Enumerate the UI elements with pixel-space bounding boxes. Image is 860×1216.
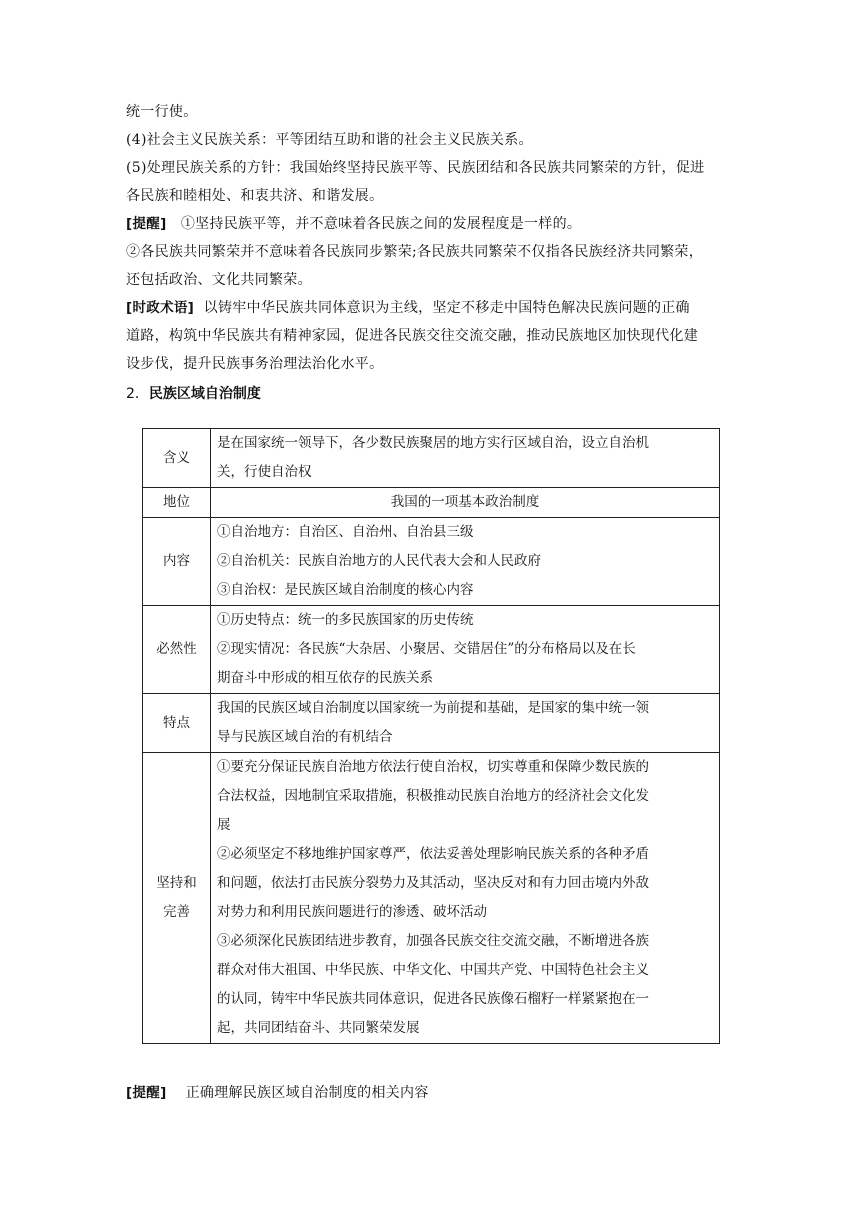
row-label: 内容 bbox=[143, 518, 211, 606]
tip-text: ①坚持民族平等，并不意味着各民族之间的发展程度是一样的。 bbox=[180, 216, 582, 232]
row-label: 含义 bbox=[143, 429, 211, 488]
cell-line: 我国的一项基本政治制度 bbox=[390, 494, 540, 510]
row-content bbox=[211, 518, 720, 606]
cell-line: 是在国家统一领导下，各少数民族聚居的地方实行区域自治，设立自治机 bbox=[217, 435, 649, 451]
paragraph-line: (5)处理民族关系的方针：我国始终坚持民族平等、民族团结和各民族共同繁荣的方针，促进 bbox=[126, 160, 705, 176]
paragraph-line: ②各民族共同繁荣并不意味着各民族同步繁荣;各民族共同繁荣不仅指各民族经济共同繁荣， bbox=[126, 244, 704, 260]
tip-paragraph-2 bbox=[126, 238, 736, 294]
row-label: 地位 bbox=[143, 488, 211, 518]
section-heading bbox=[126, 380, 736, 408]
label-line: 完善 bbox=[163, 904, 190, 920]
paragraph-line: 设步伐，提升民族事务治理法治化水平。 bbox=[126, 356, 384, 372]
cell-line: ③必须深化民族团结进步教育，加强各民族交往交流交融，不断增进各族 bbox=[217, 933, 649, 949]
cell-line: 展 bbox=[217, 817, 231, 833]
cell-line: 关，行使自治权 bbox=[217, 464, 312, 480]
cell-line: 我国的民族区域自治制度以国家统一为前提和基础，是国家的集中统一领 bbox=[217, 700, 649, 716]
row-label: 特点 bbox=[143, 694, 211, 753]
row-content bbox=[211, 753, 720, 1044]
cell-line: 期奋斗中形成的相互依存的民族关系 bbox=[217, 670, 433, 686]
paragraph-line: 道路，构筑中华民族共有精神家园，促进各民族交往交流交融，推动民族地区加快现代化建 bbox=[126, 328, 698, 344]
paragraph-line: 各民族和睦相处、和衷共济、和谐发展。 bbox=[126, 188, 384, 204]
term-tag: [时政术语] bbox=[126, 300, 195, 316]
section-title: 民族区域自治制度 bbox=[148, 386, 261, 402]
document-body bbox=[126, 98, 736, 408]
cell-line: ②现实情况：各民族“大杂居、小聚居、交错居住”的分布格局以及在长 bbox=[217, 641, 636, 657]
table-row bbox=[143, 518, 720, 606]
cell-line: 合法权益，因地制宜采取措施，积极推动民族自治地方的经济社会文化发 bbox=[217, 788, 649, 804]
cell-line: ①历史特点：统一的多民族国家的历史传统 bbox=[217, 612, 474, 628]
cell-line: ②自治机关：民族自治地方的人民代表大会和人民政府 bbox=[217, 553, 541, 569]
paragraph-policy bbox=[126, 154, 736, 210]
section-number: 2． bbox=[126, 386, 149, 402]
table-row bbox=[143, 694, 720, 753]
table-row bbox=[143, 753, 720, 1044]
paragraph-line: 还包括政治、文化共同繁荣。 bbox=[126, 272, 312, 288]
table-row bbox=[143, 488, 720, 518]
row-content bbox=[211, 488, 720, 518]
paragraph-ethnic-relations: (4)社会主义民族关系：平等团结互助和谐的社会主义民族关系。 bbox=[126, 132, 533, 148]
cell-line: ①要充分保证民族自治地方依法行使自治权，切实尊重和保障少数民族的 bbox=[217, 759, 649, 775]
row-content bbox=[211, 606, 720, 694]
table-row bbox=[143, 429, 720, 488]
cell-line: 导与民族区域自治的有机结合 bbox=[217, 729, 393, 745]
cell-line: 起，共同团结奋斗、共同繁荣发展 bbox=[217, 1020, 420, 1036]
row-content bbox=[211, 694, 720, 753]
cell-line: ①自治地方：自治区、自治州、自治县三级 bbox=[217, 524, 474, 540]
row-content bbox=[211, 429, 720, 488]
bottom-tip bbox=[126, 1079, 429, 1107]
label-line: 坚持和 bbox=[156, 875, 197, 891]
tip-tag: [提醒] bbox=[126, 1085, 167, 1101]
term-text: 以铸牢中华民族共同体意识为主线，坚定不移走中国特色解决民族问题的正确 bbox=[203, 300, 690, 316]
row-label bbox=[143, 753, 211, 1044]
tip-tag: [提醒] bbox=[126, 216, 167, 232]
table-row bbox=[143, 606, 720, 694]
paragraph: 统一行使。 bbox=[126, 104, 198, 120]
cell-line: 和问题，依法打击民族分裂势力及其活动，坚决反对和有力回击境内外敌 bbox=[217, 875, 649, 891]
cell-line: ③自治权：是民族区域自治制度的核心内容 bbox=[217, 582, 474, 598]
cell-line: 对势力和利用民族问题进行的渗透、破坏活动 bbox=[217, 904, 487, 920]
cell-line: 的认同，铸牢中华民族共同体意识，促进各民族像石榴籽一样紧紧抱在一 bbox=[217, 991, 649, 1007]
cell-line: 群众对伟大祖国、中华民族、中华文化、中国共产党、中国特色社会主义 bbox=[217, 962, 649, 978]
tip-text: 正确理解民族区域自治制度的相关内容 bbox=[185, 1085, 429, 1101]
cell-line: ②必须坚定不移地维护国家尊严，依法妥善处理影响民族关系的各种矛盾 bbox=[217, 846, 649, 862]
autonomy-table bbox=[142, 428, 720, 1044]
row-label: 必然性 bbox=[143, 606, 211, 694]
term-paragraph bbox=[126, 294, 736, 378]
tip-paragraph bbox=[126, 210, 736, 238]
